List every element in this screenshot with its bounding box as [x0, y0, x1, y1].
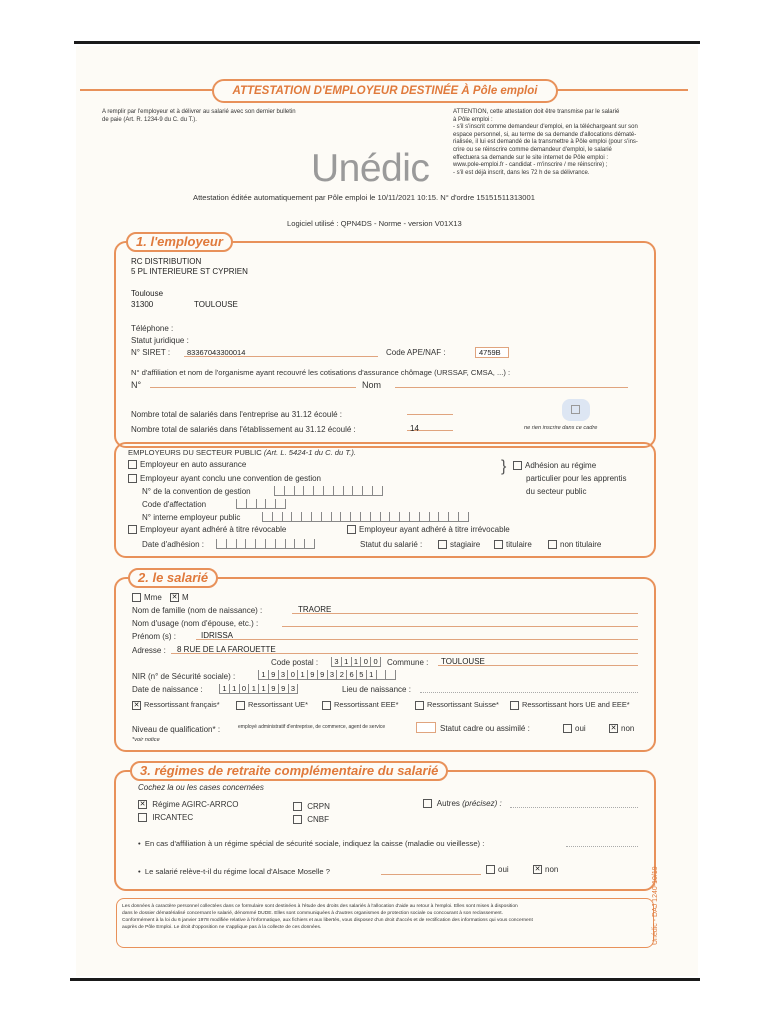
phone-label: Téléphone : — [131, 324, 174, 333]
affiliation-no-label: N° — [131, 380, 142, 390]
employer-heading: 1. l'employeur — [126, 232, 233, 252]
first-name-field[interactable] — [196, 630, 638, 640]
fill-instruction: A remplir par l'employeur et à délivrer au salarié avec son dernier bulletin de paie (Art. R. 1234-9 du C. du T.). — [102, 109, 296, 123]
nationality-eee-checkbox[interactable] — [322, 701, 331, 710]
alsace-field[interactable] — [381, 865, 481, 875]
employer-name: RC DISTRIBUTION — [131, 257, 202, 266]
total-company-field[interactable] — [407, 405, 453, 415]
birthplace-field[interactable] — [420, 684, 638, 693]
nationality-swiss-option[interactable]: Ressortissant Suisse* — [415, 700, 499, 710]
ircantec-checkbox[interactable] — [138, 813, 147, 822]
cadre-oui-option[interactable]: oui — [563, 724, 586, 733]
cadre-non-checkbox-checked[interactable]: ✕ — [610, 725, 617, 733]
internal-no-field[interactable] — [262, 512, 469, 521]
special-regime-field[interactable] — [566, 838, 638, 847]
affectation-field[interactable] — [236, 499, 286, 508]
affiliation-no-field[interactable] — [150, 378, 356, 388]
commune-value: TOULOUSE — [441, 657, 485, 666]
cnbf-option[interactable]: CNBF — [293, 815, 329, 824]
titulaire-option[interactable]: titulaire — [494, 540, 532, 549]
convention-no-label: N° de la convention de gestion — [142, 487, 251, 496]
m-option[interactable]: ✕ M — [171, 593, 189, 602]
form-reference-code: Unédic - DAJ 1240-10/19 — [652, 866, 659, 945]
software-info: Logiciel utilisé : QPN4DS - Norme - version V01X13 — [287, 219, 462, 228]
autres-field[interactable] — [510, 799, 638, 808]
affectation-label: Code d'affectation — [142, 500, 207, 509]
dob-label: Date de naissance : — [132, 685, 203, 694]
usage-name-label: Nom d'usage (nom d'épouse, etc.) : — [132, 619, 259, 628]
total-estab-value: 14 — [410, 424, 419, 433]
family-name-value: TRAORE — [298, 605, 332, 614]
postal-code-field[interactable]: 3 1 1 0 0 — [331, 657, 381, 666]
alsace-oui-option[interactable]: oui — [486, 865, 509, 874]
total-estab-label: Nombre total de salariés dans l'établissement au 31.12 écoulé : — [131, 425, 356, 434]
usage-name-field[interactable] — [282, 617, 638, 627]
apprentice-regime-checkbox[interactable] — [513, 461, 522, 470]
non-titulaire-checkbox[interactable] — [548, 540, 557, 549]
employee-status-label: Statut du salarié : — [360, 540, 423, 549]
legal-status-label: Statut juridique : — [131, 336, 189, 345]
autres-checkbox[interactable] — [423, 799, 432, 808]
scan-top-edge — [74, 41, 700, 44]
scan-bottom-edge — [70, 978, 700, 981]
internal-no-label: N° interne employeur public — [142, 513, 241, 522]
titulaire-checkbox[interactable] — [494, 540, 503, 549]
irrevocable-option[interactable]: Employeur ayant adhéré à titre irrévocable — [347, 525, 510, 534]
nationality-eee-option[interactable]: Ressortissant EEE* — [322, 700, 399, 710]
auto-insurance-checkbox[interactable] — [128, 460, 137, 469]
affiliation-name-label: Nom — [362, 380, 382, 390]
first-name-label: Prénom (s) : — [132, 632, 177, 641]
siret-value: 83367043300014 — [187, 348, 246, 357]
alsace-oui-checkbox[interactable] — [486, 865, 495, 874]
privacy-notice: Les données à caractère personnel collectées dans ce formulaire sont destinées à l'étude des droits des salariés à l'allocation d'aide au retour à l'emploi. Elles sont mises à disposition dans le dossier dématérialisé concernant le salarié, dénommé DUDE. Elles sont communiquées à d'autres organismes de protection sociale ou concourant à son reclassement. Conformément à la loi du 6 janvier 1978 modifiée relative à l'informatique, aux fichiers et aux libertés, vous disposez d'un droit d'accès et de rectification des informations qui vous concernent auprès de Pôle Emploi. Le droit d'opposition ne s'applique pas à la collecte de ces données. — [122, 904, 533, 930]
nationality-eu-checkbox[interactable] — [236, 701, 245, 710]
alsace-question: • Le salarié relève-t-il du régime local d'Alsace Moselle ? — [138, 867, 330, 876]
stagiaire-checkbox[interactable] — [438, 540, 447, 549]
m-checkbox-checked[interactable]: ✕ — [171, 594, 178, 602]
qualification-field[interactable] — [416, 722, 436, 733]
adhesion-date-field[interactable] — [216, 539, 315, 548]
no-write-note: ne rien inscrire dans ce cadre — [524, 425, 598, 431]
nir-field[interactable]: 1 9 3 0 1 9 9 3 2 6 5 1 — [258, 670, 396, 679]
adhesion-date-label: Date d'adhésion : — [142, 540, 205, 549]
public-sector-heading: EMPLOYEURS DU SECTEUR PUBLIC (Art. L. 5424-1 du C. du T.). — [128, 448, 357, 457]
ircantec-option[interactable]: IRCANTEC — [138, 813, 193, 822]
total-company-label: Nombre total de salariés dans l'entreprise au 31.12 écoulé : — [131, 410, 342, 419]
qualification-label: Niveau de qualification* : — [132, 725, 221, 734]
auto-insurance-option[interactable]: Employeur en auto assurance — [128, 460, 246, 469]
irrevocable-checkbox[interactable] — [347, 525, 356, 534]
postal-code-label: Code postal : — [271, 658, 319, 667]
autres-option[interactable]: Autres (précisez) : — [423, 799, 502, 808]
agirc-checkbox-checked[interactable]: ✕ — [139, 801, 146, 809]
first-name-value: IDRISSA — [201, 631, 234, 640]
employer-address: 5 PL INTERIEURE ST CYPRIEN — [131, 267, 248, 276]
revocable-option[interactable]: Employeur ayant adhéré à titre révocable — [128, 525, 286, 534]
revocable-checkbox[interactable] — [128, 525, 137, 534]
mme-checkbox[interactable] — [132, 593, 141, 602]
alsace-non-checkbox-checked[interactable]: ✕ — [534, 866, 541, 874]
convention-no-field[interactable] — [274, 486, 383, 495]
form-title: ATTESTATION D'EMPLOYEUR DESTINÉE À Pôle emploi — [212, 79, 558, 103]
generation-info: Attestation éditée automatiquement par Pôle emploi le 10/11/2021 10:15. N° d'ordre 15151511313001 — [193, 193, 535, 202]
employer-city-line: Toulouse — [131, 289, 164, 298]
employer-postal: 31300 — [131, 300, 154, 309]
special-regime-question: • En cas d'affiliation à un régime spécial de sécurité sociale, indiquez la caisse (maladie ou vieillesse) : — [138, 839, 485, 848]
apprentice-regime-line3: du secteur public — [526, 487, 587, 496]
cnbf-checkbox[interactable] — [293, 815, 302, 824]
non-titulaire-option[interactable]: non titulaire — [548, 540, 601, 549]
reserved-box — [562, 399, 590, 421]
brace-glyph: } — [501, 458, 507, 475]
nir-label: NIR (n° de Sécurité sociale) : — [132, 672, 236, 681]
siret-label: N° SIRET : — [131, 348, 171, 357]
retirement-instruction: Cochez la ou les cases concernées — [138, 783, 264, 792]
cadre-oui-checkbox[interactable] — [563, 724, 572, 733]
birthplace-label: Lieu de naissance : — [342, 685, 411, 694]
cadre-label: Statut cadre ou assimilé : — [440, 724, 530, 733]
employee-heading: 2. le salarié — [128, 568, 218, 588]
address-label: Adresse : — [132, 646, 166, 655]
mme-option[interactable]: Mme — [132, 593, 162, 602]
commune-label: Commune : — [387, 658, 429, 667]
address-value: 8 RUE DE LA FAROUETTE — [177, 645, 276, 654]
crpn-option[interactable]: CRPN — [293, 802, 330, 811]
see-note: *voir notice — [132, 737, 160, 743]
convention-option[interactable]: Employeur ayant conclu une convention de gestion — [128, 474, 321, 483]
nationality-french-checkbox-checked[interactable]: ✕ — [133, 701, 140, 709]
employer-city: TOULOUSE — [194, 300, 238, 309]
qualification-hint: employé administratif d'entreprise, de commerce, agent de service — [238, 724, 386, 730]
apprentice-regime-option[interactable]: Adhésion au régime — [513, 461, 596, 470]
reserved-checkbox — [571, 405, 580, 414]
dob-field[interactable]: 1 1 0 1 1 9 9 3 — [219, 684, 298, 693]
alsace-non-option[interactable]: ✕ non — [534, 865, 559, 874]
crpn-checkbox[interactable] — [293, 802, 302, 811]
stagiaire-option[interactable]: stagiaire — [438, 540, 480, 549]
unedic-logo: Unédic — [311, 147, 430, 190]
family-name-field[interactable] — [292, 604, 638, 614]
affiliation-name-field[interactable] — [395, 378, 628, 388]
nationality-eu-option[interactable]: Ressortissant UE* — [236, 700, 308, 710]
ape-label: Code APE/NAF : — [386, 348, 446, 357]
ape-value: 4759B — [479, 348, 501, 357]
cadre-non-option[interactable]: ✕ non — [610, 724, 635, 733]
nationality-other-checkbox[interactable] — [510, 701, 519, 710]
nationality-other-option[interactable]: Ressortissant hors UE and EEE* — [510, 700, 630, 710]
attention-block: ATTENTION, cette attestation doit être transmise par le salarié à Pôle emploi : - s'il s'inscrit comme demandeur d'emploi, en la téléchargeant sur son espace personnel, si, au terme de sa demande d'allocations dématé- rialisée, il lui est demandé de la transmettre à Pôle emploi (pour s'ins- crire ou se réinscrire comme demandeur d'emploi, le salarié effectuera sa demande sur le site internet de Pôle emploi : www.pole-emploi.fr - candidat - m'inscrire / me réinscrire) ; - s'il est déjà inscrit, dans les 72 h de sa délivrance. — [453, 109, 638, 176]
retirement-heading: 3. régimes de retraite complémentaire du salarié — [130, 761, 448, 781]
nationality-swiss-checkbox[interactable] — [415, 701, 424, 710]
nationality-french-option[interactable]: ✕ Ressortissant français* — [133, 700, 220, 709]
apprentice-regime-line2: particulier pour les apprentis — [526, 474, 627, 483]
agirc-option[interactable]: ✕ Régime AGIRC-ARRCO — [139, 800, 239, 809]
convention-checkbox[interactable] — [128, 474, 137, 483]
family-name-label: Nom de famille (nom de naissance) : — [132, 606, 263, 615]
affiliation-label: N° d'affiliation et nom de l'organisme ayant recouvré les cotisations d'assurance chômage (URSSAF, CMSA, ...) : — [131, 368, 511, 377]
